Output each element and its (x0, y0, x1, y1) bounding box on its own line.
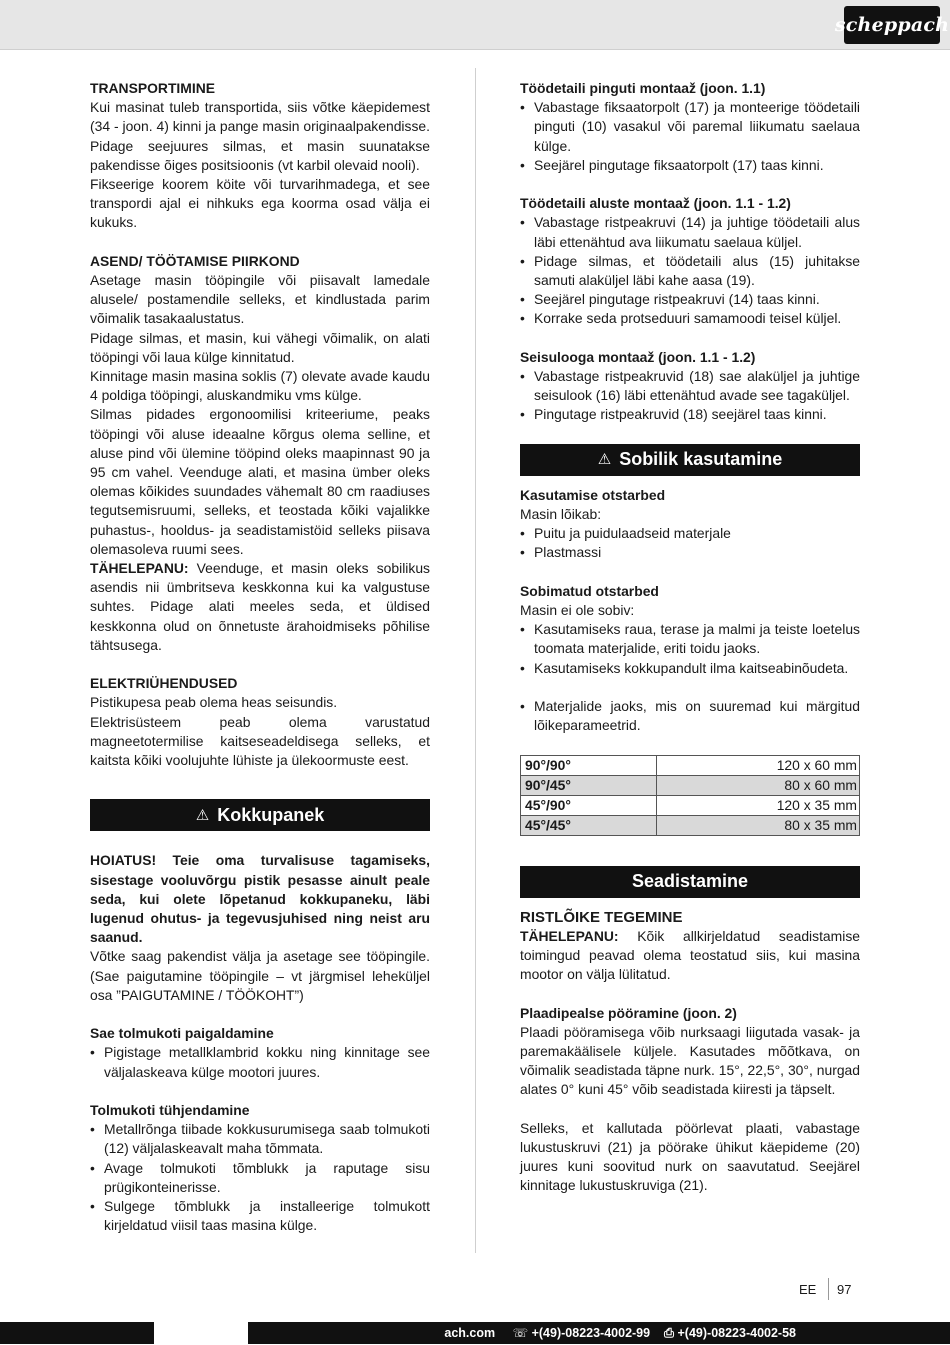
list-item: • Seejärel pingutage fiksaatorpolt (17) taas kinni. (520, 156, 860, 175)
list-item: • Vabastage ristpeakruvid (18) sae alaküljel ja juhtige seisulook (16) läbi ettenähtud avade see tagaküljel. (520, 367, 860, 405)
unsuitable-list-2 (520, 697, 860, 735)
column-divider (475, 68, 476, 1253)
note-text: Kõik allkirjeldatud seadistamise toimingud peavad olema teostatud siis, kui masina mootor on välja lülitatud. (520, 927, 860, 983)
transport-paragraph-2: Fikseerige koorem köite või turvarihmadega, et see transpordi ajal ei nihkuks ega koorma osad välja ei kukuks. (90, 176, 430, 231)
page-number: 97 (837, 1282, 852, 1297)
electric-paragraph-2: Elektrisüsteem peab olema varustatud magneetotermilise kaitseseadeldisega selleks, et kaitsta kõiki voolujuhte lühiste ja ülekoormuste eest. (90, 713, 430, 769)
stand-list (520, 367, 860, 425)
contact-info (444, 1325, 796, 1341)
list-item: • Vabastage ristpeakruvi (14) ja juhtige töödetaili alus läbi ettenähtud ava liikumatu saelaua küljel. (520, 213, 860, 251)
note-text: Veenduge, et masin oleks sobilikus asendis nii ümbritseva keskkonna kui ka valgustuse suhtes. Pidage alati meeles seda, et üldised keskkonna olud on õnnetuste ärahoidmiseks põhilise tähtsusega. (90, 560, 430, 653)
setup-section-title: Seadistamine (631, 871, 749, 891)
turntable-paragraph-1: Plaadi pööramisega võib nurksaagi liigutada vasak- ja paremakäälisele küljele. Kasutades mõõtkava, on võimalik seadistada täpne nurk. 15°, 22,5°, 30°, nurgad alates 0° kuni 45° võib seadistada kiiresti ja täpselt. (520, 1023, 860, 1098)
table-row (521, 796, 860, 816)
setup-section-bar (520, 866, 860, 898)
position-note (90, 559, 430, 655)
list-item: • Avage tolmukoti tõmblukk ja raputage sisu prügikonteinerisse. (90, 1159, 430, 1197)
support-list (520, 213, 860, 328)
list-item: • Pigistage metallklambrid kokku ning kinnitage see väljalaskeava külge mootori juures. (90, 1043, 430, 1081)
table-row (521, 816, 860, 836)
safety-warning: HOIATUS! Teie oma turvalisuse tagamiseks, sisestage vooluvõrgu pistik pesasse ainult peale seda, kui olete lõpetanud kokkupaneku, läbi lugenud ohutus- ja tegevusjuhised ning neist aru saanud. (90, 852, 430, 946)
electric-heading: ELEKTRIÜHENDUSED (90, 675, 238, 692)
phone-icon: ☏ (512, 1326, 529, 1340)
angle-cell: 45°/45° (521, 816, 657, 836)
table-row (521, 775, 860, 795)
size-cell: 80 x 35 mm (656, 816, 859, 836)
electric-paragraph-1: Pistikupesa peab olema heas seisundis. (90, 694, 338, 711)
list-item: • Seejärel pingutage ristpeakruvi (14) taas kinni. (520, 290, 860, 309)
size-cell: 120 x 60 mm (656, 755, 859, 775)
list-item: • Sulgege tõmblukk ja installeerige tolmukott kirjeldatud viisil taas masina külge. (90, 1197, 430, 1235)
list-item: • Vabastage fiksaatorpolt (17) ja monteerige töödetaili pinguti (10) vasakul või paremal liikumatu saelaua külge. (520, 98, 860, 156)
unsuitable-intro: Masin ei ole sobiv: (520, 602, 635, 619)
usage-section-title: Sobilik kasutamine (619, 449, 783, 470)
note-label: TÄHELEPANU: (90, 560, 189, 577)
warning-triangle-icon: ⚠ (597, 451, 612, 469)
unsuitable-heading: Sobimatud otstarbed (520, 582, 659, 599)
logo-text: scheppach (834, 14, 950, 36)
angle-cell: 45°/90° (521, 796, 657, 816)
contact-bar (0, 1322, 950, 1344)
list-item: • Kasutamiseks kokkupandult ilma kaitseabinõudeta. (520, 659, 860, 678)
crosscut-note (520, 927, 860, 985)
position-heading: ASEND/ TÖÖTAMISE PIIRKOND (90, 252, 300, 269)
list-item: • Plastmassi (520, 543, 860, 562)
language-code: EE (799, 1282, 817, 1297)
list-item: • Kasutamiseks raua, terase ja malmi ja teiste loetelus toomata materjalide, eriti toidu jaoks. (520, 620, 860, 658)
footer-white-block (154, 1322, 248, 1344)
page-header (0, 0, 950, 50)
list-item: • Korrake seda protseduuri samamoodi teisel küljel. (520, 309, 860, 328)
fax-number: +(49)-08223-4002-58 (677, 1326, 796, 1340)
size-cell: 80 x 60 mm (656, 775, 859, 795)
assembly-paragraph: Võtke saag pakendist välja ja asetage see tööpingile. (Sae paigutamine tööpingile – vt järgmisel leheküljel osa ”PAIGUTAMINE / TÖÖKOHT”) (90, 948, 430, 1003)
unsuitable-list (520, 620, 860, 678)
right-column (520, 79, 860, 1196)
empty-heading: Tolmukoti tühjendamine (90, 1102, 250, 1119)
turntable-heading: Plaadipealse pööramine (joon. 2) (520, 1004, 737, 1021)
list-item: • Puitu ja puidulaadseid materjale (520, 524, 860, 543)
turntable-paragraph-2: Selleks, et kallutada pöörlevat plaati, vabastage lukustuskruvi (21) ja pöörake ühikut käepideme (20) juures kuni soovitud nurk on saavutatud. Seejärel kinnitage lukustuskruviga (21). (520, 1119, 860, 1194)
dustbag-heading: Sae tolmukoti paigaldamine (90, 1025, 274, 1042)
list-item: • Metallrõnga tiibade kokkusurumisega saab tolmukoti (12) väljalaskeavalt maha tõmmata. (90, 1120, 430, 1158)
warning-triangle-icon: ⚠ (195, 806, 210, 824)
website-text: ach.com (444, 1326, 496, 1340)
usage-section-bar (520, 444, 860, 476)
position-paragraph-4: Silmas pidades ergonoomilisi kriteeriume, peaks tööpingi või aluse ideaalne kõrgus olema selline, et aluse pind või ülemine tööpind oleks maapinnast 90 ja 95 cm vahel. Veenduge alati, et masina ümber oleks olemas kõikides suundades vähemalt 80 cm raadiuses tegutsemisruumi, selleks, et teostada kõiki vajalikke puhastus-, hooldus- ja seadistamistöid selleks piisava olemasoleva ruumi sees. (90, 406, 430, 557)
angle-cell: 90°/45° (521, 775, 657, 795)
list-item: • Pidage silmas, et töödetaili alus (15) juhitakse samuti alaküljel läbi kahe aasa (19). (520, 252, 860, 290)
support-heading: Töödetaili aluste montaaž (joon. 1.1 - 1.2) (520, 195, 791, 212)
crosscut-heading: RISTLÕIKE TEGEMINE (520, 908, 683, 926)
footer-divider (828, 1278, 829, 1300)
fax-icon: ⎙ (664, 1326, 675, 1340)
list-item: • Materjalide jaoks, mis on suuremad kui märgitud lõikeparameetrid. (520, 697, 860, 735)
clamp-heading: Töödetaili pinguti montaaž (joon. 1.1) (520, 80, 766, 96)
note-label: TÄHELEPANU: (520, 927, 619, 944)
list-item: • Pingutage ristpeakruvid (18) seejärel taas kinni. (520, 405, 860, 424)
cut-capacity-table (520, 755, 860, 837)
purpose-intro: Masin lõikab: (520, 506, 602, 523)
left-column (90, 79, 430, 1236)
angle-cell: 90°/90° (521, 755, 657, 775)
transport-paragraph-1: Kui masinat tuleb transportida, siis võtke käepidemest (34 - joon. 4) kinni ja pange masin originaalpakendisse. Pidage seejuures silmas, et masin suunatakse pakendisse õiges positsioonis (vt karbil olevaid nooli). (90, 99, 430, 173)
purpose-heading: Kasutamise otstarbed (520, 486, 666, 503)
phone-number: +(49)-08223-4002-99 (531, 1326, 651, 1340)
table-row (521, 755, 860, 775)
position-paragraph-2: Pidage silmas, et masin, kui vähegi võimalik, on alati tööpingi või laua külge kinnitatud. (90, 329, 430, 365)
position-paragraph-1: Asetage masin tööpingile või piisavalt lamedale alusele/ postamendile selleks, et kindlustada parim võimalik tasakaalustatus. (90, 272, 430, 327)
purpose-list (520, 524, 860, 562)
clamp-list (520, 98, 860, 175)
position-paragraph-3: Kinnitage masin masina soklis (7) olevate avade kaudu 4 poldiga tööpingi, aluskandmiku vms külge. (90, 368, 430, 404)
size-cell: 120 x 35 mm (656, 796, 859, 816)
empty-list (90, 1120, 430, 1235)
dustbag-list (90, 1043, 430, 1081)
stand-heading: Seisulooga montaaž (joon. 1.1 - 1.2) (520, 348, 756, 365)
assembly-section-bar (90, 799, 430, 831)
scheppach-logo (834, 6, 950, 44)
assembly-section-title: Kokkupanek (217, 804, 325, 825)
transport-heading: TRANSPORTIMINE (90, 80, 216, 96)
